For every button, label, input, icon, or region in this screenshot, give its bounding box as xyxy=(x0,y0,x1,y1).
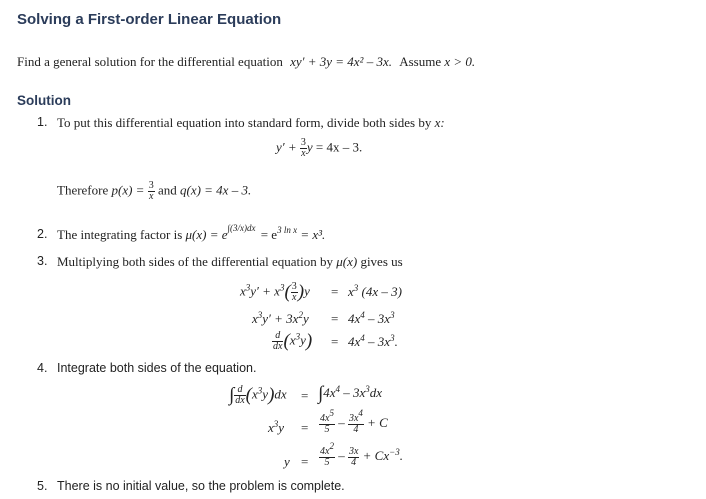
step-3-label: Multiplying both sides of the differential equation by xyxy=(57,254,333,269)
mu-result: = x³. xyxy=(300,227,326,242)
three-over-x-fraction: $\frac{3}{x}$ xyxy=(300,137,306,159)
step-3-text xyxy=(57,254,403,270)
step-3-row-2-rhs: $4x^4 - 3x^3$ xyxy=(348,310,395,326)
step-3-row-2-lhs: $x^3y' + 3x^2y$ xyxy=(252,310,309,326)
step-1-var: x: xyxy=(434,115,445,130)
mu-expression: μ(x) = e xyxy=(185,227,228,242)
step-3-row-3-rhs: $4x^4 - 3x^3$. xyxy=(348,333,398,349)
step-4-row-2-rhs: $\frac{4x^5}{5}$ – $\frac{3x^4}{4}$ + C xyxy=(320,408,388,435)
solution-heading: Solution xyxy=(17,93,71,108)
q-definition: q(x) = 4x – 3. xyxy=(179,182,252,198)
step-1-label: To put this differential equation into standard form, divide both sides by xyxy=(57,115,432,130)
step-3-tail: gives us xyxy=(360,254,403,269)
equals-sign: = xyxy=(331,284,339,299)
step-number: 1. xyxy=(37,115,48,129)
step-number: 4. xyxy=(37,361,48,375)
step-3-var: μ(x) xyxy=(336,254,358,269)
problem-lead: Find a general solution for the differential equation xyxy=(17,54,283,69)
equals-sign: = xyxy=(331,311,339,326)
p-q-definitions xyxy=(57,181,251,202)
problem-assume: Assume xyxy=(399,54,442,69)
p-fraction: $\frac{3}{x}$ xyxy=(148,180,154,202)
step-4-row-3-rhs: $\frac{4x^2}{5}$ – $\frac{3x}{4}$ + $Cx^{-3}$. xyxy=(320,441,403,468)
equals-sign: = xyxy=(331,334,339,349)
problem-statement xyxy=(17,54,475,70)
mu-exponent: ∫(3/x)dx xyxy=(227,223,256,233)
step-5-text: There is no initial value, so the problem is complete. xyxy=(57,479,345,493)
step-4-row-1-lhs: ∫ $\frac{d}{dx}$ $(x^3y)dx$ xyxy=(229,384,287,406)
step-1-text xyxy=(57,115,445,131)
problem-assume-condition: x > 0. xyxy=(444,54,476,69)
step-4-row-1-rhs: $\int 4x^4 - 3x^3dx$ xyxy=(318,383,383,405)
step-3-row-3-lhs: $\frac{d}{dx}$ $(x^3y)$ xyxy=(273,330,313,352)
page-title: Solving a First-order Linear Equation xyxy=(17,11,282,28)
step-number: 3. xyxy=(37,254,48,268)
mu-equals-e: = e xyxy=(260,227,278,242)
step-4-text: Integrate both sides of the equation. xyxy=(57,361,257,375)
problem-equation: xy′ + 3y = 4x² – 3x. xyxy=(290,54,392,69)
step-2-label: The integrating factor is xyxy=(57,227,183,242)
step-3-row-1-lhs: $x^3y' + x^3$( $\frac{3}{x}$ )y xyxy=(240,281,310,303)
step-4-row-3-lhs: y xyxy=(284,454,290,469)
step-number: 5. xyxy=(37,479,48,493)
step-number: 2. xyxy=(37,227,48,241)
step-4-row-2-lhs: $x^3y$ xyxy=(268,419,285,435)
equals-sign: = xyxy=(301,388,309,403)
step-2-text xyxy=(57,223,326,243)
mu-exponent-ln: 3 ln x xyxy=(277,225,298,235)
equals-sign: = xyxy=(301,420,309,435)
step-3-row-1-rhs: $x^3$ (4x – 3) xyxy=(348,283,402,299)
equals-sign: = xyxy=(301,454,309,469)
and-label: and xyxy=(157,182,177,198)
standard-form-rhs: = 4x – 3. xyxy=(315,139,363,155)
standard-form-equation: y′ + $\frac{3}{x}$ y = 4x – 3. xyxy=(276,137,363,159)
therefore-label: Therefore xyxy=(57,182,109,198)
p-label: p(x) = xyxy=(111,182,145,198)
